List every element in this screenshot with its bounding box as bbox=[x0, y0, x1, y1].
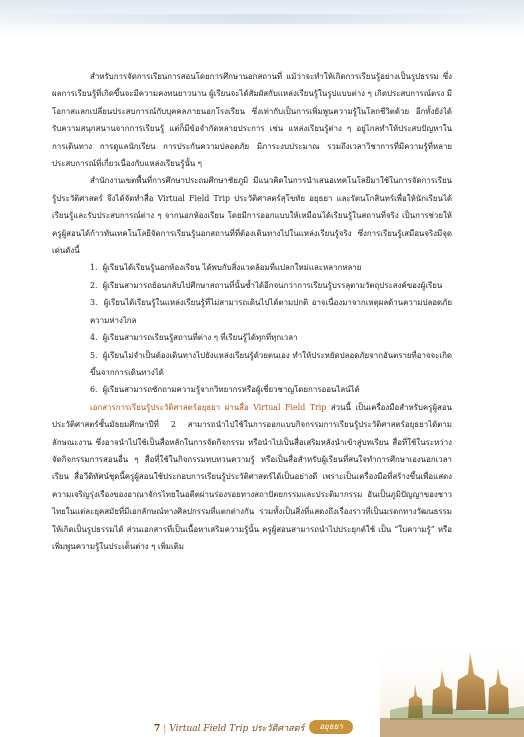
concept-paragraph: สำนักงานเขตพื้นที่การศึกษาประถมศึกษาชัยภูมิ มีแนวคิดในการนำเสนอเทคโนโลยีมาใช้ในการจัดการเรียนรู้ประวัติศาสตร์ จึงได้จัดทำสื่อ Virtual Field Trip ประวัติศาสตร์สุโขทัย อยุธยา และรัตนโกสินทร์เพื่อให้นักเรียนได้เรียนรู้และรับประสบการณ์ต่าง ๆ จากนอกห้องเรียน โดยมีการออกแบบให้เหมือนได้เรียนรู้ในสถานที่จริง เป็นการช่วยให้ครูผู้สอนได้ก้าวทันเทคโนโลยีจัดการเรียนรู้นอกสถานที่ที่ต้องเดินทางไปในแหล่งเรียนรู้จริง ซึ่งการเรียนรู้เสมือนจริงมีจุดเด่นดังนี้ bbox=[52, 176, 452, 256]
list-item: 2. ผู้เรียนสามารถย้อนกลับไปศึกษาสถานที่นั้นซ้ำได้อีกจนกว่าการเรียนรู้บรรลุตามวัตถุประสงค์ของผู้เรียน bbox=[90, 280, 443, 290]
list-item: 6. ผู้เรียนสามารถซักถามความรู้จากวิทยากรหรือผู้เชี่ยวชาญโดยการออนไลน์ได้ bbox=[90, 385, 360, 395]
footer-separator: | bbox=[163, 724, 167, 734]
list-item: 4. ผู้เรียนสามารถเรียนรู้สถานที่ต่าง ๆ ที่เรียนรู้ได้ทุกที่ทุกเวลา bbox=[90, 333, 298, 343]
footer-title: Virtual Field Trip ประวัติศาสตร์ bbox=[169, 724, 305, 734]
list-item: 1. ผู้เรียนได้เรียนรู้นอกห้องเรียน ได้พบกับสิ่งแวดล้อมที่แปลกใหม่และหลากหลาย bbox=[90, 263, 362, 273]
closing-paragraph bbox=[52, 399, 452, 556]
page-footer bbox=[0, 718, 524, 737]
list-item: 3. ผู้เรียนได้เรียนรู้ในแหล่งเรียนรู้ที่ไม่สามารถเดินไปได้ตามปกติ อาจเนื่องมาจากเหตุผลด้านความปลอดภัย ความห่างไกล bbox=[90, 298, 452, 325]
highlighted-title: เอกสารการเรียนรู้ประวัติศาสตร์อยุธยา ผ่านสื่อ Virtual Field Trip bbox=[90, 402, 327, 412]
page-body bbox=[52, 68, 452, 555]
footer-badge: อยุธยา bbox=[309, 720, 353, 734]
header-decoration bbox=[0, 0, 524, 40]
intro-paragraph: สำหรับการจัดการเรียนการสอนโดยการศึกษานอกสถานที่ แม้ว่าจะทำให้เกิดการเรียนรู้อย่างเป็นรูปธรรม ซึ่งผลการเรียนรู้ที่เกิดขึ้นจะมีความคงทนยาวนาน ผู้เรียนจะได้สัมผัสกับแหล่งเรียนรู้ในรูปแบบต่าง ๆ เกิดประสบการณ์ตรง มีโอกาสแลกเปลี่ยนประสบการณ์กับบุคคลภายนอกโรงเรียน ซึ่งเท่ากับเป็นการเพิ่มพูนความรู้ในโลกชีวิตด้วย อีกทั้งยังได้รับความสนุกสนานจากการเรียนรู้ แต่ก็มีข้อจำกัดหลายประการ เช่น แหล่งเรียนรู้ต่าง ๆ อยู่ไกลทำให้ประสบปัญหาในการเดินทาง การดูแลนักเรียน การประกันความปลอดภัย มีภาระงบประมาณ รวมถึงเวลาวิชาการที่มีความรู้ที่หลายประสบการณ์ที่เกี่ยวเนื่องกับแหล่งเรียนรู้นั้น ๆ bbox=[52, 72, 452, 169]
page-number: 7 bbox=[154, 724, 161, 734]
benefits-list bbox=[52, 259, 452, 398]
footer-text bbox=[154, 721, 304, 735]
closing-text: ส่วนนี้ เป็นเครื่องมือสำหรับครูผู้สอนประวัติศาสตร์ชั้นมัธยมศึกษาปีที่ 2 สามารถนำไปใช้ในการออกแบบกิจกรรมการเรียนรู้ประวัติศาสตร์อยุธยาได้ตามลักษณะงาน ซึ่งอาจนำไปใช้เป็นสื่อหลักในการจัดกิจกรรม หรือนำไปเป็นสื่อเสริมหลังนำเข้าสู่บทเรียน สื่อที่ใช้ในระหว่างจัดกิจกรรมการสอนอื่น ๆ สื่อที่ใช้ในกิจกรรมทบทวนความรู้ หรือเป็นสื่อสำหรับผู้เรียนที่สนใจทำการศึกษาเองนอกเวลาเรียน สื่อวีดิทัศน์ชุดนี้ครูผู้สอนใช้ประกอบการเรียนรู้ประวัติศาสตร์ได้เป็นอย่างดี เพราะเป็นเครื่องมือที่สร้างขึ้นเพื่อแสดงความเจริญรุ่งเรืองของอาณาจักรไทยในอดีตผ่านร่องรอยทางสถาปัตยกรรมและประติมากรรม อันเป็นภูมิปัญญาของชาวไทยในแต่ละยุคสมัยที่มีเอกลักษณ์ทางศิลปกรรมที่แตกต่างกัน รวมทั้งเป็นสิ่งที่แสดงถึงเรื่องราวที่เป็นมรดกทางวัฒนธรรมให้เกิดเป็นรูปธรรมได้ ส่วนเอกสารที่เป็นเนื้อหาเสริมความรู้นั้น ครูผู้สอนสามารถนำไปประยุกต์ใช้ เป็น “ใบความรู้” หรือเพิ่มพูนความรู้ในประเด็นต่าง ๆ เพิ่มเติม bbox=[52, 402, 452, 551]
list-item: 5. ผู้เรียนไม่จำเป็นต้องเดินทางไปยังแหล่งเรียนรู้ด้วยตนเอง ทำให้ประหยัดปลอดภัยจากอันตรายที่อาจจะเกิดขึ้นจากการเดินทางได้ bbox=[90, 350, 452, 377]
